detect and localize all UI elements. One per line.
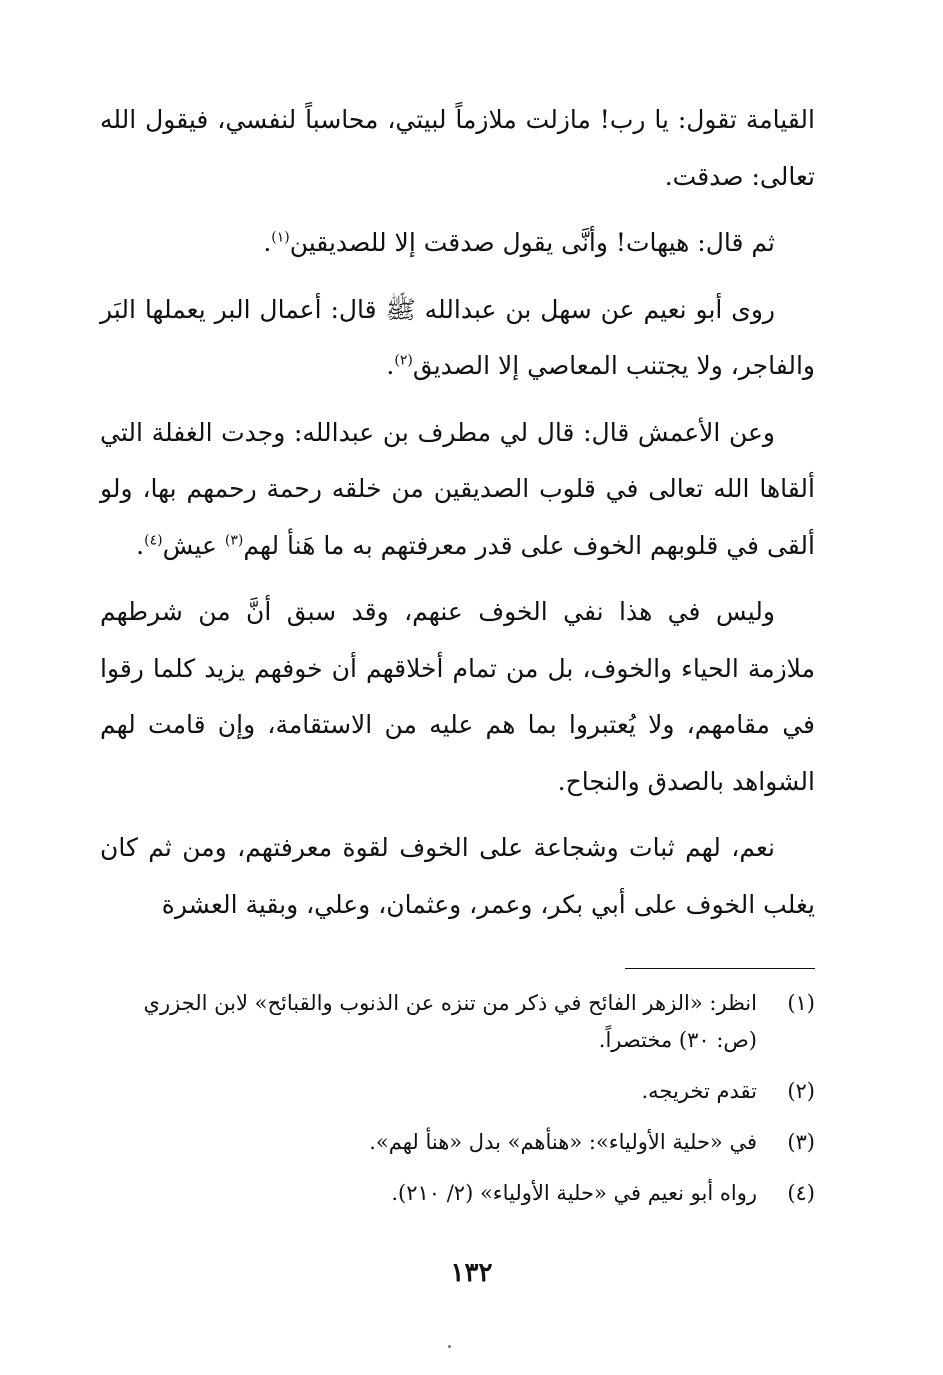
footnote-text: [100, 1124, 757, 1161]
scan-speck: [448, 1345, 451, 1348]
paragraph-text: وليس في هذا نفي الخوف عنهم، وقد سبق أنَّ من شرطهم ملازمة الحياء والخوف، بل من تمام أخلاقهم أن خوفهم يزيد كلما رقوا في مقامهم، ولا يُعتبروا بما هم عليه من الاستقامة، وإن قامت لهم الشواهد بالصدق والنجاح.: [100, 597, 815, 796]
paragraph-3: [100, 282, 815, 395]
paragraph-text: القيامة تقول: يا رب! مازلت ملازماً لبيتي، محاسباً لنفسي، فيقول الله تعالى: صدقت.: [100, 105, 815, 191]
footnote-line: في «حلية الأولياء»: «هنأهم» بدل «هنأ لهم».: [369, 1130, 757, 1154]
page-number: ١٣٢: [450, 1258, 493, 1288]
paragraph-1: [100, 92, 815, 205]
paragraph-text: وعن الأعمش قال: قال لي مطرف بن عبدالله: وجدت الغفلة التي ألقاها الله تعالى في قلوب الصديقين من خلقه رحمة رحمهم بها، ولو ألقى في قلوبهم الخوف على قدر معرفتهم به ما هَنأ لهم: [100, 417, 815, 560]
footnote-separator: [625, 968, 815, 969]
footnote-line: رواه أبو نعيم في «حلية الأولياء» (٢/ ٢١٠).: [391, 1181, 757, 1205]
paragraph-text: .: [386, 351, 395, 380]
footnote-number: (٢): [787, 1079, 815, 1103]
paragraph-text: ثم قال: هيهات! وأنَّى يقول صدقت إلا للصديقين: [289, 228, 775, 257]
footnote-text: [100, 1073, 757, 1110]
footnote-number: (١): [787, 991, 815, 1015]
footnote-line: انظر: «الزهر الفائح في ذكر من تنزه عن الذنوب والقبائح» لابن الجزري: [143, 991, 757, 1015]
paragraph-text: .: [136, 530, 145, 560]
footnote-number: (٣): [787, 1130, 815, 1154]
paragraph-text: روى أبو نعيم عن سهل بن عبدالله ﷺ قال: أعمال البر يعملها البَر والفاجر، ولا يجتنب المعاصي إلا الصديق: [100, 294, 815, 380]
paragraph-6: [100, 820, 815, 933]
footnote-ref: (٢): [394, 352, 413, 369]
footnote-text: [100, 985, 757, 1059]
paragraph-text: عيش: [162, 530, 225, 560]
footnote-3: [100, 1124, 815, 1161]
footnote-ref: (٣): [224, 532, 244, 549]
paragraph-text: نعم، لهم ثبات وشجاعة على الخوف لقوة معرفتهم، ومن ثم كان يغلب الخوف على أبي بكر، وعمر، وعثمان، وعلي، وبقية العشرة: [100, 833, 815, 919]
footnote-line: تقدم تخريجه.: [641, 1079, 757, 1103]
footnote-ref: (٤): [144, 532, 163, 549]
footnote-number: (٤): [787, 1181, 815, 1205]
paragraph-2: [100, 215, 815, 272]
footnote-text: [100, 1175, 757, 1212]
footnote-2: [100, 1073, 815, 1110]
footnote-1: [100, 985, 815, 1059]
paragraph-4: [100, 405, 815, 575]
footnote-line: (ص: ٣٠) مختصراً.: [598, 1028, 757, 1052]
footnote-ref: (١): [271, 229, 290, 246]
body-text: [100, 92, 815, 943]
footnote-4: [100, 1175, 815, 1212]
footnotes: [100, 985, 815, 1226]
paragraph-text: .: [263, 228, 272, 257]
paragraph-5: [100, 584, 815, 810]
